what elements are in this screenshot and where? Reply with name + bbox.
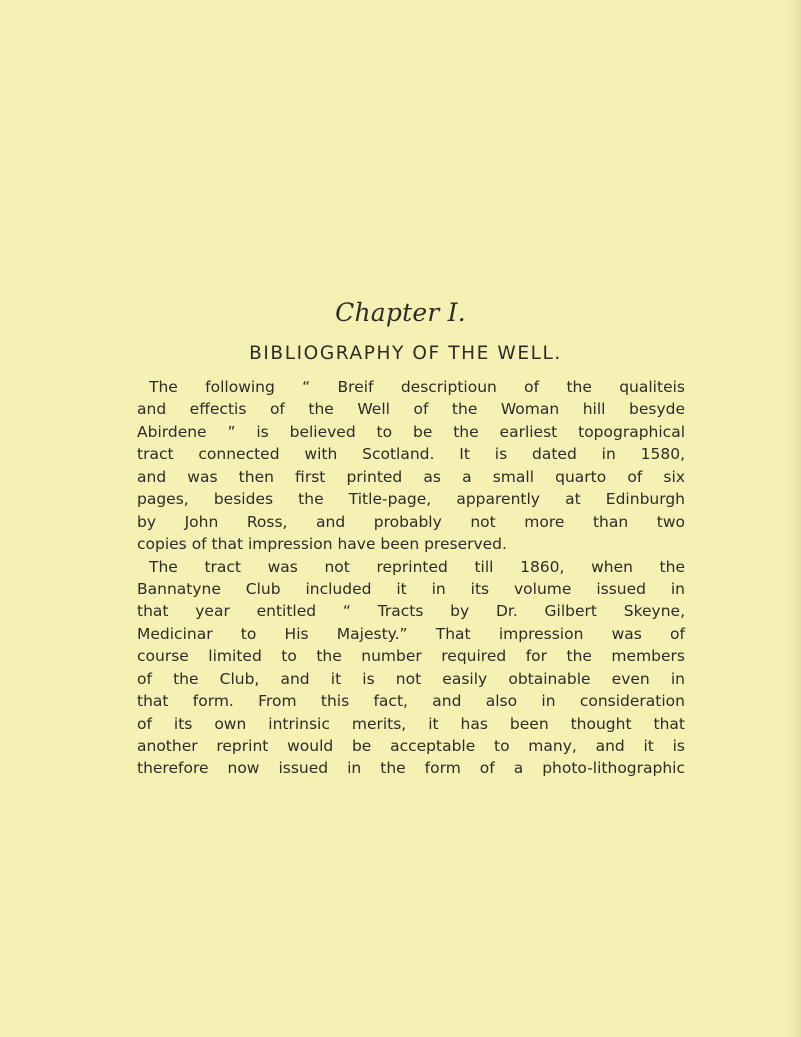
text-line: The tract was not reprinted till 1860, when the	[149, 557, 685, 576]
text-line: that year entitled “ Tracts by Dr. Gilbert Skeyne,	[137, 602, 685, 621]
page-edge-shadow	[787, 0, 801, 1037]
text-line: copies of that impression have been preserved.	[137, 535, 507, 554]
text-line: by John Ross, and probably not more than two	[137, 512, 685, 531]
text-line: therefore now issued in the form of a photo-lithographic	[137, 759, 685, 778]
text-line: tract connected with Scotland. It is dated in 1580,	[137, 445, 685, 464]
text-line: of the Club, and it is not easily obtainable even in	[137, 669, 685, 688]
text-line: Bannatyne Club included it in its volume issued in	[137, 579, 685, 598]
text-line: of its own intrinsic merits, it has been thought that	[137, 714, 685, 733]
text-line: and was then first printed as a small quarto of six	[137, 467, 685, 486]
text-line: course limited to the number required for the members	[137, 647, 685, 666]
text-line: The following “ Breif descriptioun of the qualiteis	[149, 378, 685, 396]
body-paragraph	[137, 376, 685, 780]
text-line: Medicinar to His Majesty.” That impression was of	[137, 624, 685, 643]
text-line: and effectis of the Well of the Woman hill besyde	[137, 400, 685, 419]
text-line: another reprint would be acceptable to many, and it is	[137, 737, 685, 755]
chapter-heading: Chapter I.	[335, 298, 466, 327]
section-title: BIBLIOGRAPHY OF THE WELL.	[249, 343, 562, 364]
text-line: pages, besides the Title-page, apparently at Edinburgh	[137, 490, 685, 509]
text-line: Abirdene ” is believed to be the earliest topographical	[137, 422, 685, 441]
text-line: that form. From this fact, and also in consideration	[137, 692, 685, 711]
